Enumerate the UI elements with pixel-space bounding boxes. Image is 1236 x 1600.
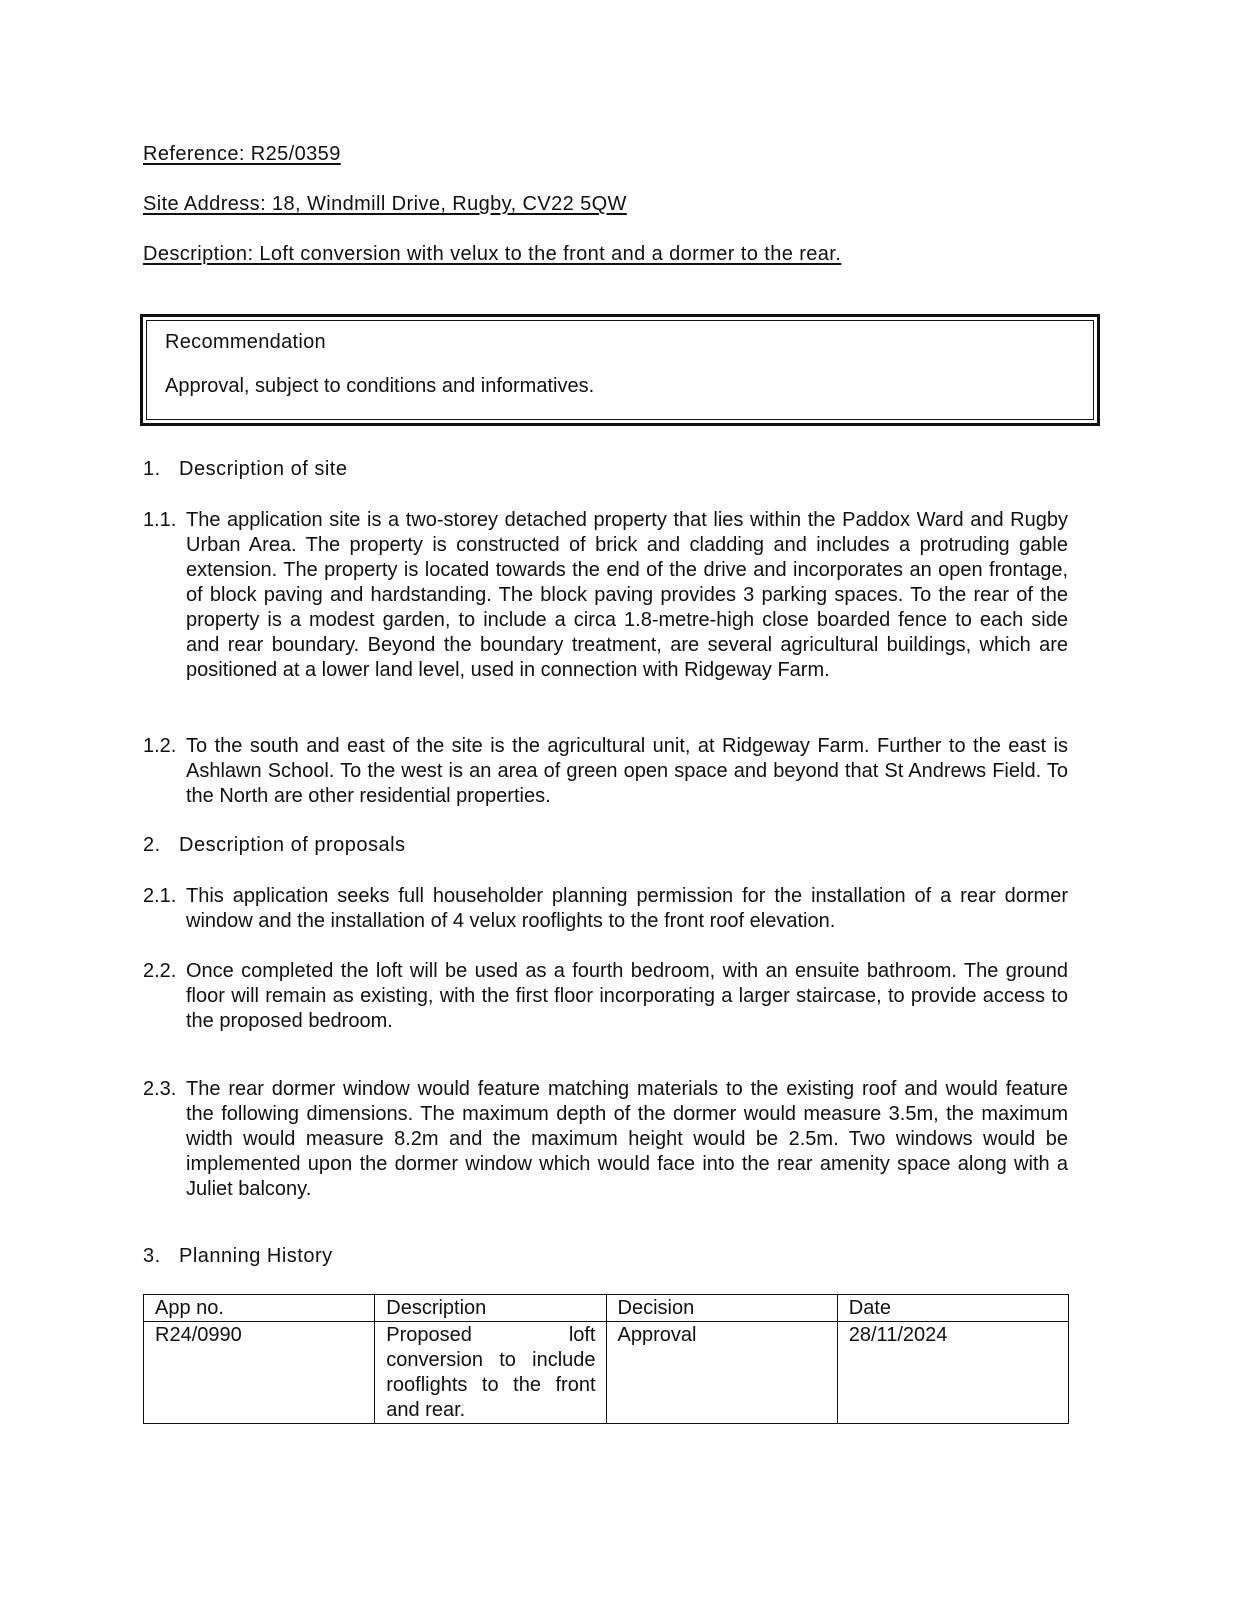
section-number: 1. xyxy=(143,458,161,480)
section-number: 2. xyxy=(143,834,161,856)
header-description: Description xyxy=(375,1295,606,1322)
paragraph-text: Once completed the loft will be used as a fourth bedroom, with an ensuite bathroom. The ground floor will remain as existing, with the first floor incorporating a larger staircase, to provide access to the proposed bedroom. xyxy=(186,960,1068,1032)
header-decision: Decision xyxy=(606,1295,837,1322)
table-row xyxy=(144,1322,1069,1424)
cell-decision: Approval xyxy=(606,1322,837,1424)
paragraph-2-3 xyxy=(143,1077,1068,1202)
section-heading-1 xyxy=(143,458,347,481)
recommendation-text: Approval, subject to conditions and informatives. xyxy=(165,375,595,397)
section-title: Planning History xyxy=(179,1245,333,1267)
section-heading-3 xyxy=(143,1245,333,1268)
description-heading: Description: Loft conversion with velux to the front and a dormer to the rear. xyxy=(143,243,842,265)
cell-description: Proposed loft conversion to include rooflights to the front and rear. xyxy=(375,1322,606,1424)
header-app-no: App no. xyxy=(144,1295,375,1322)
cell-app-no: R24/0990 xyxy=(144,1322,375,1424)
paragraph-text: The application site is a two-storey detached property that lies within the Paddox Ward and Rugby Urban Area. The property is constructed of brick and cladding and includes a protruding gable extension. The property is located towards the end of the drive and incorporates an open frontage, of block paving and hardstanding. The block paving provides 3 parking spaces. To the rear of the property is a modest garden, to include a circa 1.8-metre-high close boarded fence to each side and rear boundary. Beyond the boundary treatment, are several agricultural buildings, which are positioned at a lower land level, used in connection with Ridgeway Farm. xyxy=(186,509,1068,681)
planning-history-table xyxy=(143,1294,1069,1424)
paragraph-number: 1.1. xyxy=(143,509,177,531)
recommendation-inner-border xyxy=(146,320,1094,420)
section-title: Description of proposals xyxy=(179,834,406,856)
table-header-row xyxy=(144,1295,1069,1322)
paragraph-1-1 xyxy=(143,508,1068,683)
recommendation-title: Recommendation xyxy=(165,331,326,353)
section-number: 3. xyxy=(143,1245,161,1267)
paragraph-number: 2.1. xyxy=(143,885,177,907)
paragraph-text: The rear dormer window would feature matching materials to the existing roof and would feature the following dimensions. The maximum depth of the dormer would measure 3.5m, the maximum width would measure 8.2m and the maximum height would be 2.5m. Two windows would be implemented upon the dormer window which would face into the rear amenity space along with a Juliet balcony. xyxy=(186,1078,1068,1200)
paragraph-2-1 xyxy=(143,884,1068,934)
section-heading-2 xyxy=(143,834,406,857)
reference-heading: Reference: R25/0359 xyxy=(143,143,341,165)
paragraph-number: 2.3. xyxy=(143,1078,177,1100)
paragraph-number: 2.2. xyxy=(143,960,177,982)
paragraph-text: To the south and east of the site is the agricultural unit, at Ridgeway Farm. Further to the east is Ashlawn School. To the west is an area of green open space and beyond that St Andrews Field. To the North are other residential properties. xyxy=(186,735,1068,807)
header-date: Date xyxy=(837,1295,1068,1322)
paragraph-number: 1.2. xyxy=(143,735,177,757)
cell-date: 28/11/2024 xyxy=(837,1322,1068,1424)
site-address-heading: Site Address: 18, Windmill Drive, Rugby, CV22 5QW xyxy=(143,193,627,215)
section-title: Description of site xyxy=(179,458,348,480)
recommendation-box xyxy=(140,314,1100,426)
paragraph-1-2 xyxy=(143,734,1068,809)
paragraph-2-2 xyxy=(143,959,1068,1034)
paragraph-text: This application seeks full householder planning permission for the installation of a rear dormer window and the installation of 4 velux rooflights to the front roof elevation. xyxy=(186,885,1068,932)
